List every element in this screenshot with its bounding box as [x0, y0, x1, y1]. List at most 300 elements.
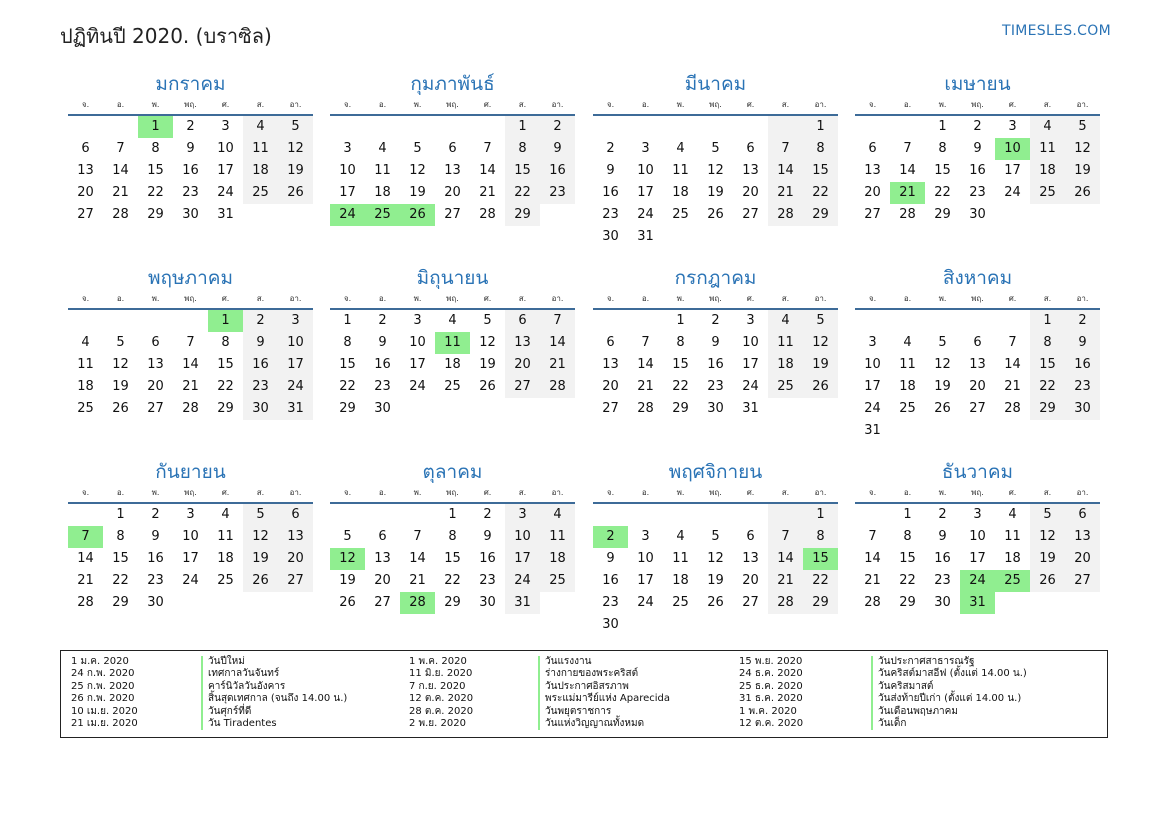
day-cell: 29 — [339, 401, 356, 416]
day-cell: 24 — [637, 595, 654, 610]
day-cell: 12 — [707, 163, 724, 178]
day-cell: 17 — [1004, 163, 1021, 178]
day-cell: 20 — [77, 185, 94, 200]
holiday-day: 10 — [995, 138, 1030, 160]
day-cell: 17 — [217, 163, 234, 178]
weekday-label: พ. — [676, 294, 685, 303]
day-cell: 18 — [1030, 160, 1065, 182]
day-cell: 16 — [540, 160, 575, 182]
legend-dates-2 — [409, 656, 473, 730]
day-cell: 23 — [969, 185, 986, 200]
weekday-label: พฤ. — [446, 100, 459, 109]
weekday-label: พ. — [938, 294, 947, 303]
legend-date: 24 ธ.ค. 2020 — [739, 668, 803, 680]
weekday-label: อ. — [378, 488, 387, 497]
day-cell: 29 — [444, 595, 461, 610]
day-cell: 8 — [938, 141, 947, 156]
legend-names-2 — [538, 656, 670, 730]
day-cell: 3 — [641, 529, 650, 544]
day-cell: 26 — [707, 207, 724, 222]
day-cell: 22 — [112, 573, 129, 588]
day-cell: 20 — [1065, 548, 1100, 570]
day-cell: 28 — [77, 595, 94, 610]
day-cell: 21 — [77, 573, 94, 588]
day-cell: 30 — [147, 595, 164, 610]
day-cell: 1 — [343, 313, 352, 328]
weekday-label: จ. — [343, 100, 352, 109]
day-cell: 27 — [505, 376, 540, 398]
day-cell: 12 — [707, 551, 724, 566]
day-cell: 8 — [803, 526, 838, 548]
day-cell: 16 — [602, 185, 619, 200]
empty-cell — [855, 504, 890, 526]
day-cell: 22 — [505, 182, 540, 204]
day-cell: 11 — [672, 163, 689, 178]
weekday-label: พฤ. — [971, 488, 984, 497]
day-cell: 25 — [672, 207, 689, 222]
weekday-label: ส. — [1043, 488, 1052, 497]
day-cell: 26 — [1065, 182, 1100, 204]
empty-cell — [663, 504, 698, 526]
legend-date: 2 พ.ย. 2020 — [409, 717, 466, 729]
day-cell: 27 — [969, 401, 986, 416]
day-cell: 25 — [672, 595, 689, 610]
day-cell: 17 — [278, 354, 313, 376]
day-cell: 1 — [676, 313, 685, 328]
weekday-label: อา. — [814, 294, 827, 303]
weekday-label: พฤ. — [709, 294, 722, 303]
day-cell: 1 — [903, 507, 912, 522]
legend-date: 28 ต.ค. 2020 — [409, 705, 474, 717]
day-cell: 7 — [641, 335, 650, 350]
legend-holiday-name: ร่างกายของพระคริสต์ — [545, 668, 639, 680]
weekday-label: ศ. — [221, 488, 230, 497]
day-cell: 19 — [479, 357, 496, 372]
empty-cell — [173, 310, 208, 332]
day-cell: 12 — [243, 526, 278, 548]
day-cell: 3 — [343, 141, 352, 156]
weekday-label: ศ. — [746, 294, 755, 303]
weekday-label: อ. — [641, 488, 650, 497]
weekday-label: ส. — [256, 100, 265, 109]
weekday-label: พ. — [413, 294, 422, 303]
day-cell: 20 — [742, 573, 759, 588]
holiday-day: 24 — [330, 204, 365, 226]
day-cell: 7 — [768, 138, 803, 160]
holiday-day: 2 — [593, 526, 628, 548]
weekday-label: อา. — [289, 488, 302, 497]
legend-holiday-name: วันปีใหม่ — [208, 656, 245, 667]
empty-cell — [890, 116, 925, 138]
empty-cell — [138, 310, 173, 332]
day-cell: 21 — [768, 182, 803, 204]
holiday-day: 21 — [890, 182, 925, 204]
day-cell: 5 — [413, 141, 422, 156]
weekday-label: ศ. — [1008, 294, 1017, 303]
day-cell: 25 — [1030, 182, 1065, 204]
day-cell: 11 — [768, 332, 803, 354]
weekday-label: พ. — [151, 488, 160, 497]
day-cell: 11 — [899, 357, 916, 372]
weekday-label: พฤ. — [971, 294, 984, 303]
day-cell: 12 — [803, 332, 838, 354]
day-cell: 9 — [186, 141, 195, 156]
day-cell: 5 — [1065, 116, 1100, 138]
day-cell: 14 — [77, 551, 94, 566]
day-cell: 5 — [711, 141, 720, 156]
day-cell: 23 — [540, 182, 575, 204]
legend-date: 12 ต.ค. 2020 — [739, 717, 804, 729]
weekday-label: พฤ. — [184, 488, 197, 497]
day-cell: 27 — [278, 570, 313, 592]
day-cell: 14 — [1004, 357, 1021, 372]
weekday-label: ส. — [256, 488, 265, 497]
legend-date: 10 เม.ย. 2020 — [71, 705, 138, 717]
empty-cell — [698, 504, 733, 526]
day-cell: 17 — [742, 357, 759, 372]
holiday-day: 1 — [208, 310, 243, 332]
day-cell: 15 — [672, 357, 689, 372]
legend-holiday-name: วัน Tiradentes — [208, 717, 277, 729]
day-cell: 4 — [768, 310, 803, 332]
day-cell: 14 — [540, 332, 575, 354]
day-cell: 24 — [1004, 185, 1021, 200]
legend-date: 26 ก.พ. 2020 — [71, 693, 135, 705]
month-block — [68, 458, 313, 614]
day-cell: 6 — [746, 529, 755, 544]
empty-cell — [593, 310, 628, 332]
weekday-label: จ. — [606, 294, 615, 303]
holiday-day: 1 — [138, 116, 173, 138]
day-cell: 6 — [606, 335, 615, 350]
day-cell: 20 — [602, 379, 619, 394]
day-cell: 6 — [378, 529, 387, 544]
day-cell: 23 — [602, 595, 619, 610]
day-cell: 11 — [1030, 138, 1065, 160]
day-cell: 14 — [899, 163, 916, 178]
legend-date: 25 ก.พ. 2020 — [71, 680, 135, 692]
holiday-day: 25 — [365, 204, 400, 226]
month-block — [68, 70, 313, 226]
day-cell: 9 — [151, 529, 160, 544]
holiday-day: 31 — [960, 592, 995, 614]
legend-holiday-name: วันศุกร์ที่ดี — [208, 705, 252, 717]
day-cell: 29 — [672, 401, 689, 416]
legend-holiday-name: วันแห่งวิญญาณทั้งหมด — [545, 717, 645, 729]
day-cell: 1 — [803, 116, 838, 138]
weekday-label: พฤ. — [184, 100, 197, 109]
day-cell: 21 — [540, 354, 575, 376]
day-cell: 21 — [479, 185, 496, 200]
day-cell: 8 — [151, 141, 160, 156]
holiday-day: 12 — [330, 548, 365, 570]
day-cell: 17 — [864, 379, 881, 394]
month-name: พฤศจิกายน — [668, 461, 763, 483]
day-cell: 19 — [243, 548, 278, 570]
day-cell: 23 — [182, 185, 199, 200]
month-name: เมษายน — [944, 73, 1011, 95]
weekday-label: อา. — [551, 294, 564, 303]
day-cell: 6 — [448, 141, 457, 156]
day-cell: 4 — [448, 313, 457, 328]
day-cell: 20 — [969, 379, 986, 394]
day-cell: 13 — [864, 163, 881, 178]
legend-holiday-name: คาร์นิวัลวันอังคาร — [208, 680, 286, 692]
day-cell: 19 — [934, 379, 951, 394]
weekday-label: จ. — [81, 294, 90, 303]
day-cell: 23 — [602, 207, 619, 222]
day-cell: 19 — [409, 185, 426, 200]
empty-cell — [400, 504, 435, 526]
day-cell: 30 — [602, 229, 619, 244]
day-cell: 28 — [768, 204, 803, 226]
day-cell: 27 — [374, 595, 391, 610]
weekday-label: จ. — [81, 488, 90, 497]
day-cell: 8 — [1030, 332, 1065, 354]
weekday-label: อ. — [641, 100, 650, 109]
day-cell: 10 — [864, 357, 881, 372]
day-cell: 23 — [243, 376, 278, 398]
day-cell: 30 — [374, 401, 391, 416]
weekday-label: อ. — [116, 294, 125, 303]
weekday-header — [593, 292, 838, 310]
weekday-label: ส. — [1043, 100, 1052, 109]
day-cell: 23 — [707, 379, 724, 394]
day-cell: 13 — [969, 357, 986, 372]
day-cell: 27 — [444, 207, 461, 222]
month-block — [68, 264, 313, 420]
holiday-day: 7 — [68, 526, 103, 548]
day-cell: 15 — [899, 551, 916, 566]
day-cell: 3 — [413, 313, 422, 328]
day-cell: 8 — [448, 529, 457, 544]
day-cell: 22 — [803, 182, 838, 204]
month-name: มีนาคม — [684, 73, 747, 95]
weekday-header — [330, 486, 575, 504]
day-cell: 18 — [768, 354, 803, 376]
legend-holiday-name: วันประกาศสาธารณรัฐ — [878, 656, 975, 667]
day-cell: 9 — [540, 138, 575, 160]
day-cell: 7 — [768, 526, 803, 548]
weekday-label: อา. — [1076, 294, 1089, 303]
days-grid — [593, 116, 838, 248]
weekday-header — [330, 98, 575, 116]
days-grid — [593, 310, 838, 420]
weekday-label: อา. — [551, 100, 564, 109]
site-link[interactable]: TIMESLES.COM — [1002, 23, 1111, 39]
day-cell: 12 — [409, 163, 426, 178]
holiday-day: 24 — [960, 570, 995, 592]
day-cell: 6 — [278, 504, 313, 526]
month-block — [855, 458, 1100, 614]
weekday-label: พฤ. — [184, 294, 197, 303]
day-cell: 11 — [672, 551, 689, 566]
day-cell: 26 — [243, 570, 278, 592]
day-cell: 1 — [505, 116, 540, 138]
day-cell: 20 — [864, 185, 881, 200]
day-cell: 2 — [973, 119, 982, 134]
day-cell: 22 — [339, 379, 356, 394]
day-cell: 10 — [637, 551, 654, 566]
day-cell: 22 — [672, 379, 689, 394]
day-cell: 3 — [186, 507, 195, 522]
day-cell: 28 — [540, 376, 575, 398]
day-cell: 19 — [707, 185, 724, 200]
holiday-day: 15 — [803, 548, 838, 570]
weekday-label: ส. — [1043, 294, 1052, 303]
day-cell: 19 — [112, 379, 129, 394]
legend-holiday-name: วันคริสต์มาสอีฟ (ตั้งแต่ 14.00 น.) — [878, 668, 1027, 680]
empty-cell — [68, 116, 103, 138]
day-cell: 8 — [116, 529, 125, 544]
day-cell: 26 — [934, 401, 951, 416]
day-cell: 9 — [606, 163, 615, 178]
day-cell: 4 — [243, 116, 278, 138]
empty-cell — [995, 310, 1030, 332]
day-cell: 31 — [864, 423, 881, 438]
weekday-label: ส. — [781, 100, 790, 109]
day-cell: 19 — [707, 573, 724, 588]
weekday-header — [855, 98, 1100, 116]
day-cell: 28 — [864, 595, 881, 610]
day-cell: 9 — [711, 335, 720, 350]
day-cell: 12 — [934, 357, 951, 372]
empty-cell — [768, 504, 803, 526]
day-cell: 2 — [1065, 310, 1100, 332]
weekday-label: อา. — [551, 488, 564, 497]
weekday-label: ศ. — [221, 294, 230, 303]
legend-date: 1 ม.ค. 2020 — [71, 656, 129, 667]
day-cell: 14 — [768, 548, 803, 570]
day-cell: 8 — [676, 335, 685, 350]
weekday-label: จ. — [606, 100, 615, 109]
weekday-label: ศ. — [746, 488, 755, 497]
legend-date: 15 พ.ย. 2020 — [739, 656, 803, 667]
day-cell: 28 — [899, 207, 916, 222]
day-cell: 28 — [1004, 401, 1021, 416]
day-cell: 9 — [243, 332, 278, 354]
day-cell: 13 — [1065, 526, 1100, 548]
legend-holiday-name: พระแม่มารีย์แห่ง Aparecida — [545, 693, 671, 705]
day-cell: 15 — [112, 551, 129, 566]
day-cell: 16 — [374, 357, 391, 372]
days-grid — [68, 504, 313, 614]
day-cell: 5 — [938, 335, 947, 350]
weekday-header — [855, 486, 1100, 504]
day-cell: 9 — [973, 141, 982, 156]
day-cell: 2 — [186, 119, 195, 134]
month-block — [593, 458, 838, 636]
legend-holiday-name: สิ้นสุดเทศกาล (จนถึง 14.00 น.) — [208, 693, 348, 705]
day-cell: 10 — [637, 163, 654, 178]
day-cell: 9 — [378, 335, 387, 350]
day-cell: 10 — [409, 335, 426, 350]
weekday-label: จ. — [81, 100, 90, 109]
day-cell: 17 — [505, 548, 540, 570]
empty-cell — [103, 310, 138, 332]
day-cell: 7 — [116, 141, 125, 156]
day-cell: 7 — [903, 141, 912, 156]
weekday-header — [68, 486, 313, 504]
day-cell: 7 — [483, 141, 492, 156]
day-cell: 20 — [505, 354, 540, 376]
month-name: พฤษภาคม — [148, 267, 233, 289]
empty-cell — [733, 504, 768, 526]
month-block — [330, 458, 575, 614]
day-cell: 16 — [479, 551, 496, 566]
day-cell: 30 — [182, 207, 199, 222]
day-cell: 3 — [221, 119, 230, 134]
day-cell: 22 — [147, 185, 164, 200]
day-cell: 27 — [1065, 570, 1100, 592]
day-cell: 4 — [81, 335, 90, 350]
month-name: สิงหาคม — [942, 267, 1013, 289]
weekday-label: ศ. — [483, 294, 492, 303]
legend-date: 25 ธ.ค. 2020 — [739, 680, 803, 692]
day-cell: 18 — [444, 357, 461, 372]
day-cell: 26 — [707, 595, 724, 610]
empty-cell — [593, 116, 628, 138]
day-cell: 11 — [217, 529, 234, 544]
day-cell: 13 — [742, 163, 759, 178]
day-cell: 20 — [147, 379, 164, 394]
weekday-label: อา. — [814, 488, 827, 497]
day-cell: 5 — [116, 335, 125, 350]
day-cell: 22 — [217, 379, 234, 394]
day-cell: 21 — [112, 185, 129, 200]
day-cell: 6 — [973, 335, 982, 350]
month-block — [330, 70, 575, 226]
day-cell: 25 — [444, 379, 461, 394]
legend-date: 11 มิ.ย. 2020 — [409, 668, 473, 680]
day-cell: 4 — [1030, 116, 1065, 138]
day-cell: 9 — [938, 529, 947, 544]
day-cell: 6 — [81, 141, 90, 156]
day-cell: 15 — [505, 160, 540, 182]
month-block — [593, 264, 838, 420]
weekday-label: พ. — [413, 100, 422, 109]
weekday-label: อา. — [814, 100, 827, 109]
day-cell: 29 — [1030, 398, 1065, 420]
day-cell: 25 — [768, 376, 803, 398]
weekday-label: พ. — [151, 100, 160, 109]
empty-cell — [365, 116, 400, 138]
month-block — [855, 70, 1100, 226]
weekday-label: ศ. — [483, 488, 492, 497]
empty-cell — [663, 116, 698, 138]
empty-cell — [68, 504, 103, 526]
weekday-label: ส. — [781, 488, 790, 497]
day-cell: 25 — [217, 573, 234, 588]
legend-date: 1 พ.ค. 2020 — [739, 705, 797, 717]
day-cell: 27 — [602, 401, 619, 416]
weekday-label: อ. — [903, 294, 912, 303]
day-cell: 30 — [707, 401, 724, 416]
day-cell: 29 — [803, 592, 838, 614]
day-cell: 15 — [339, 357, 356, 372]
day-cell: 30 — [969, 207, 986, 222]
day-cell: 12 — [479, 335, 496, 350]
day-cell: 13 — [444, 163, 461, 178]
day-cell: 16 — [602, 573, 619, 588]
weekday-header — [855, 292, 1100, 310]
empty-cell — [855, 310, 890, 332]
legend-holiday-name: เทศกาลวันจันทร์ — [208, 668, 280, 680]
weekday-header — [593, 486, 838, 504]
day-cell: 26 — [278, 182, 313, 204]
day-cell: 17 — [409, 357, 426, 372]
day-cell: 18 — [374, 185, 391, 200]
